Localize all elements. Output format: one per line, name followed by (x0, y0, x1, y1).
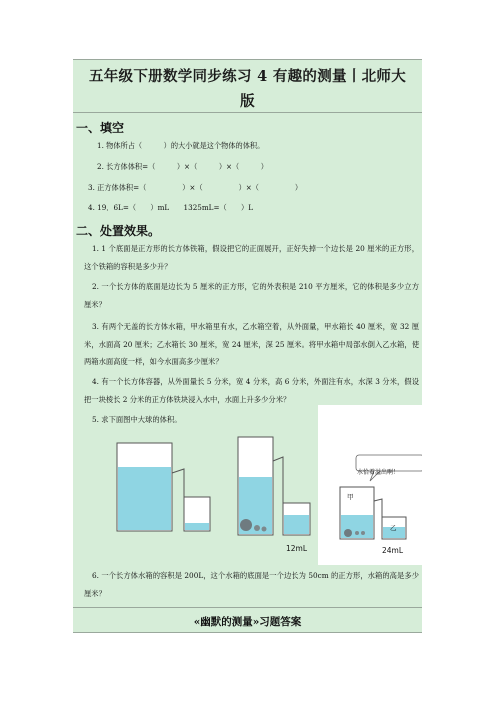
section-heading-fill: 一、填空 (76, 121, 125, 135)
bubble-text: 水恰着溢出啊！ (357, 469, 400, 476)
page-title-line2: 版 (240, 93, 255, 110)
answer-rule (73, 607, 422, 608)
label-yi: 乙 (390, 524, 397, 532)
label-jia: 甲 (347, 493, 354, 501)
label-24ml: 24mL (382, 546, 404, 555)
bottom-rule (73, 632, 422, 633)
fill-item-2: 2. 长方体体积=（ ）×（ ）×（ ） (97, 162, 268, 171)
problem-2: 2. 一个长方体的底面是边长为 5 厘米的正方形，它的外表积是 210 平方厘米，它的体积是多少立方厘米？ (84, 282, 419, 309)
fill-item-1: 1. 物体所占（ ）的大小就是这个物体的体积。 (97, 141, 265, 150)
beaker-with-balls (238, 437, 310, 535)
page-title-line1: 五年级下册数学同步练习 4 有趣的测量丨北师大 (88, 68, 407, 85)
problem-4: 4. 有一个长方体容器，从外面量长 5 分米，宽 4 分米，高 6 分米，外面注有水，水深 3 分米，假设把一块棱长 2 分米的正方体铁块浸入水中，水面上升多少分米？ (84, 377, 419, 404)
problem-5: 5. 求下面图中大球的体积。 (92, 415, 182, 424)
problem-6: 6. 一个长方体水箱的容积是 200L，这个水箱的底面是一个边长为 50cm 的正方形，水箱的高是多少厘米？ (84, 571, 419, 598)
section-heading-problems: 二、处置效果。 (76, 224, 161, 238)
problem-3: 3. 有两个无盖的长方体水箱，甲水箱里有水，乙水箱空着，从外面量，甲水箱长 40 厘米，宽 32 厘米，水面高 20 厘米；乙水箱长 30 厘米，宽 24 厘米，深 25 厘米。将甲水箱中局部水倒入乙水箱，使两箱水面高度一样，如今水面高多少厘米？ (84, 322, 419, 366)
fill-item-3: 3. 正方体体积=（ ）×（ ）×（ ） (88, 183, 303, 192)
volume-figure (112, 405, 422, 565)
title-rule (73, 112, 422, 113)
problem-1: 1. 1 个底面是正方形的长方体铁箱，假设把它的正面展开，正好失掉一个边长是 20 厘米的正方形，这个铁箱的容积是多少升？ (84, 244, 419, 271)
fill-item-4: 4. 19．6L=（ ）mL 1325mL=（ ）L (88, 203, 253, 212)
answer-heading: «幽默的测量»习题答案 (193, 616, 302, 628)
figure-right-card (318, 405, 422, 565)
overflow-beaker (117, 443, 210, 531)
label-12ml: 12mL (286, 544, 308, 553)
top-rule (73, 59, 422, 60)
